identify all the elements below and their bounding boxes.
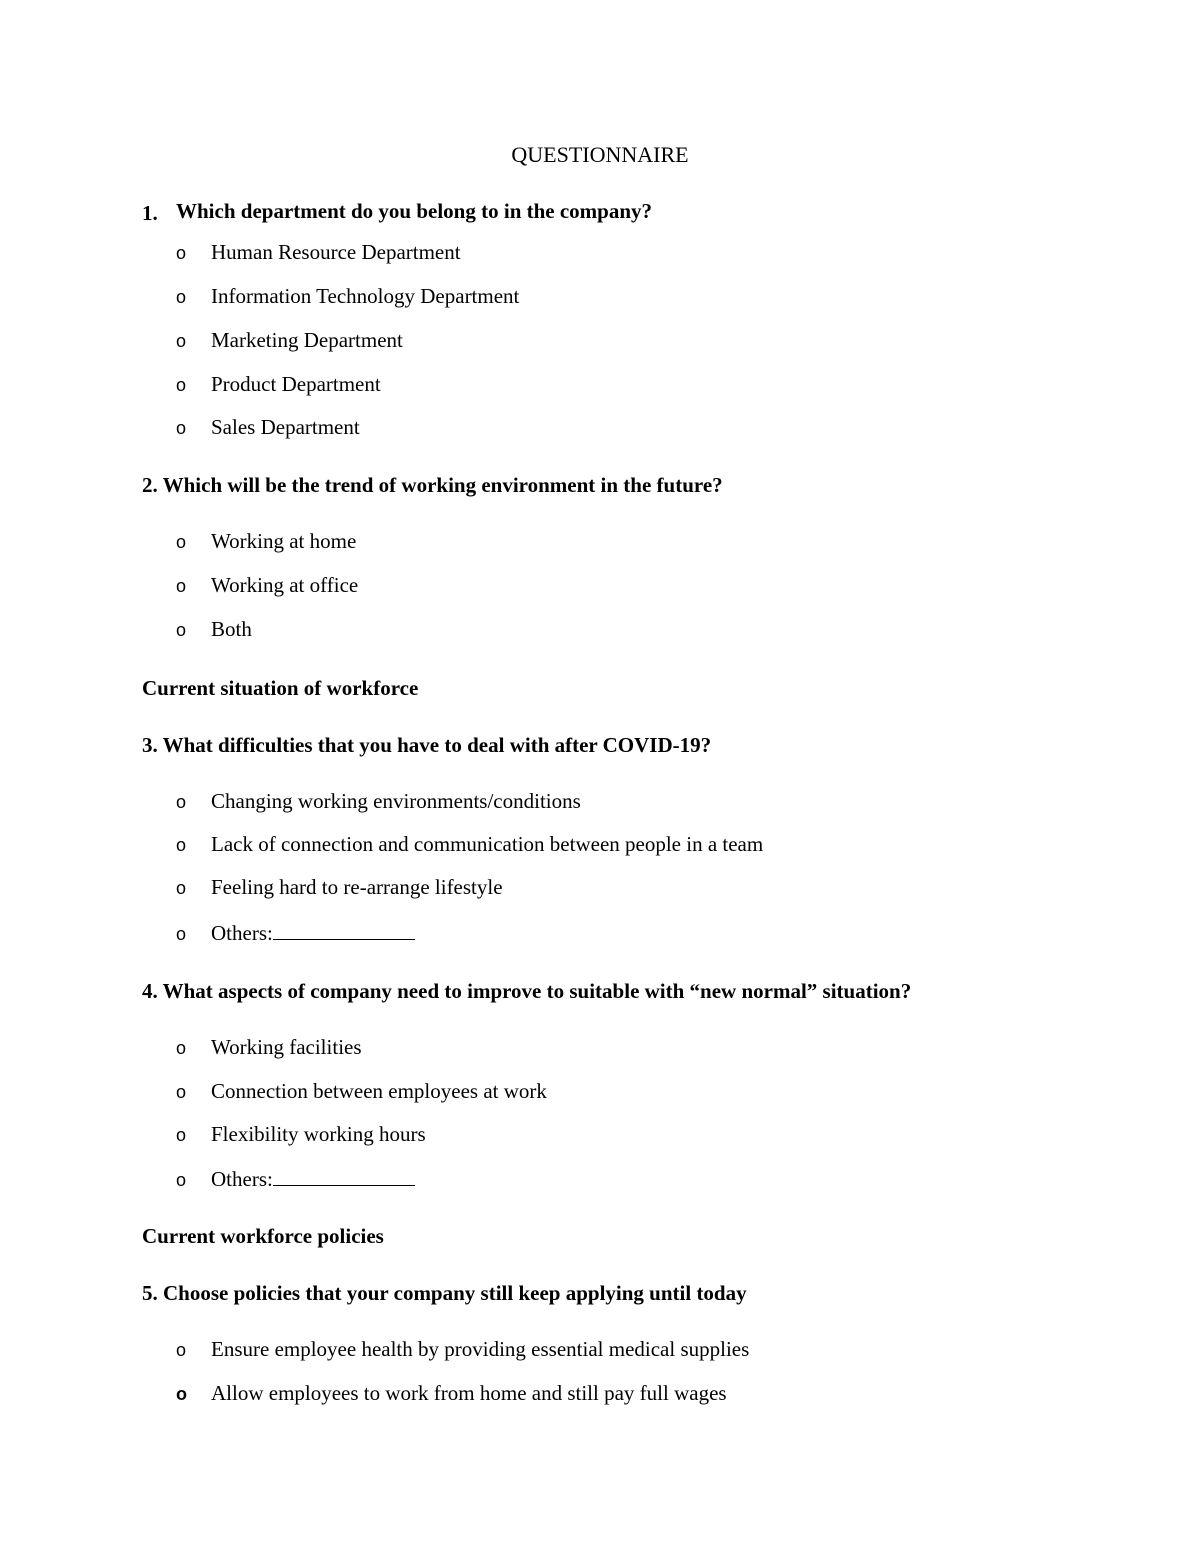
others-blank-field[interactable] [273, 1167, 415, 1186]
option-item[interactable] [176, 1124, 426, 1145]
option-item[interactable] [176, 1167, 415, 1190]
option-label: Marketing Department [211, 328, 403, 352]
option-label: Working facilities [211, 1035, 362, 1059]
option-item[interactable] [176, 1339, 749, 1360]
option-item[interactable] [176, 791, 581, 812]
option-item[interactable] [176, 834, 763, 855]
radio-bullet-icon: o [176, 792, 187, 812]
option-label: Both [211, 617, 252, 641]
radio-bullet-icon: o [176, 331, 187, 351]
option-label: Flexibility working hours [211, 1122, 426, 1146]
option-item[interactable] [176, 1037, 362, 1058]
option-label: Information Technology Department [211, 284, 520, 308]
option-item[interactable] [176, 330, 403, 351]
question-1-number: 1. [142, 201, 158, 225]
section-heading: Current situation of workforce [142, 676, 419, 700]
radio-bullet-icon: o [176, 532, 187, 552]
option-label: Others: [211, 1167, 273, 1191]
option-label: Product Department [211, 372, 381, 396]
radio-bullet-icon: o [176, 576, 187, 596]
radio-bullet-icon: o [176, 620, 187, 640]
radio-bullet-icon: o [176, 1340, 187, 1360]
option-item[interactable] [176, 374, 381, 395]
radio-bullet-icon: o [176, 375, 187, 395]
radio-bullet-icon: o [176, 924, 187, 944]
option-label: Allow employees to work from home and still pay full wages [211, 1381, 727, 1405]
radio-bullet-icon: o [176, 878, 187, 898]
option-item[interactable] [176, 921, 415, 944]
question-2-text: 2. Which will be the trend of working environment in the future? [142, 473, 723, 497]
option-item[interactable] [176, 1383, 727, 1404]
option-label: Changing working environments/conditions [211, 789, 581, 813]
option-item[interactable] [176, 417, 360, 438]
option-item[interactable] [176, 877, 503, 898]
section-heading: Current workforce policies [142, 1224, 384, 1248]
option-item[interactable] [176, 531, 356, 552]
page-title: QUESTIONNAIRE [511, 142, 689, 167]
radio-bullet-icon: o [176, 1125, 187, 1145]
radio-bullet-icon: o [176, 835, 187, 855]
option-label: Working at home [211, 529, 357, 553]
question-4-text: 4. What aspects of company need to improve to suitable with “new normal” situation? [142, 979, 912, 1003]
question-5-text: 5. Choose policies that your company still keep applying until today [142, 1281, 747, 1305]
option-label: Sales Department [211, 415, 360, 439]
option-item[interactable] [176, 619, 252, 640]
question-1-text: Which department do you belong to in the company? [176, 199, 653, 223]
option-item[interactable] [176, 286, 519, 307]
option-label: Lack of connection and communication between people in a team [211, 832, 764, 856]
option-label: Others: [211, 921, 273, 945]
radio-bullet-icon: o [176, 287, 187, 307]
option-item[interactable] [176, 242, 461, 263]
question-3-text: 3. What difficulties that you have to deal with after COVID-19? [142, 733, 712, 757]
radio-bullet-icon: o [176, 1384, 187, 1404]
option-label: Human Resource Department [211, 240, 461, 264]
radio-bullet-icon: o [176, 1082, 187, 1102]
option-label: Connection between employees at work [211, 1079, 547, 1103]
radio-bullet-icon: o [176, 1170, 187, 1190]
option-label: Feeling hard to re-arrange lifestyle [211, 875, 503, 899]
option-item[interactable] [176, 575, 358, 596]
radio-bullet-icon: o [176, 1038, 187, 1058]
option-label: Ensure employee health by providing essential medical supplies [211, 1337, 750, 1361]
option-item[interactable] [176, 1081, 547, 1102]
radio-bullet-icon: o [176, 243, 187, 263]
radio-bullet-icon: o [176, 418, 187, 438]
option-label: Working at office [211, 573, 359, 597]
others-blank-field[interactable] [273, 921, 415, 940]
